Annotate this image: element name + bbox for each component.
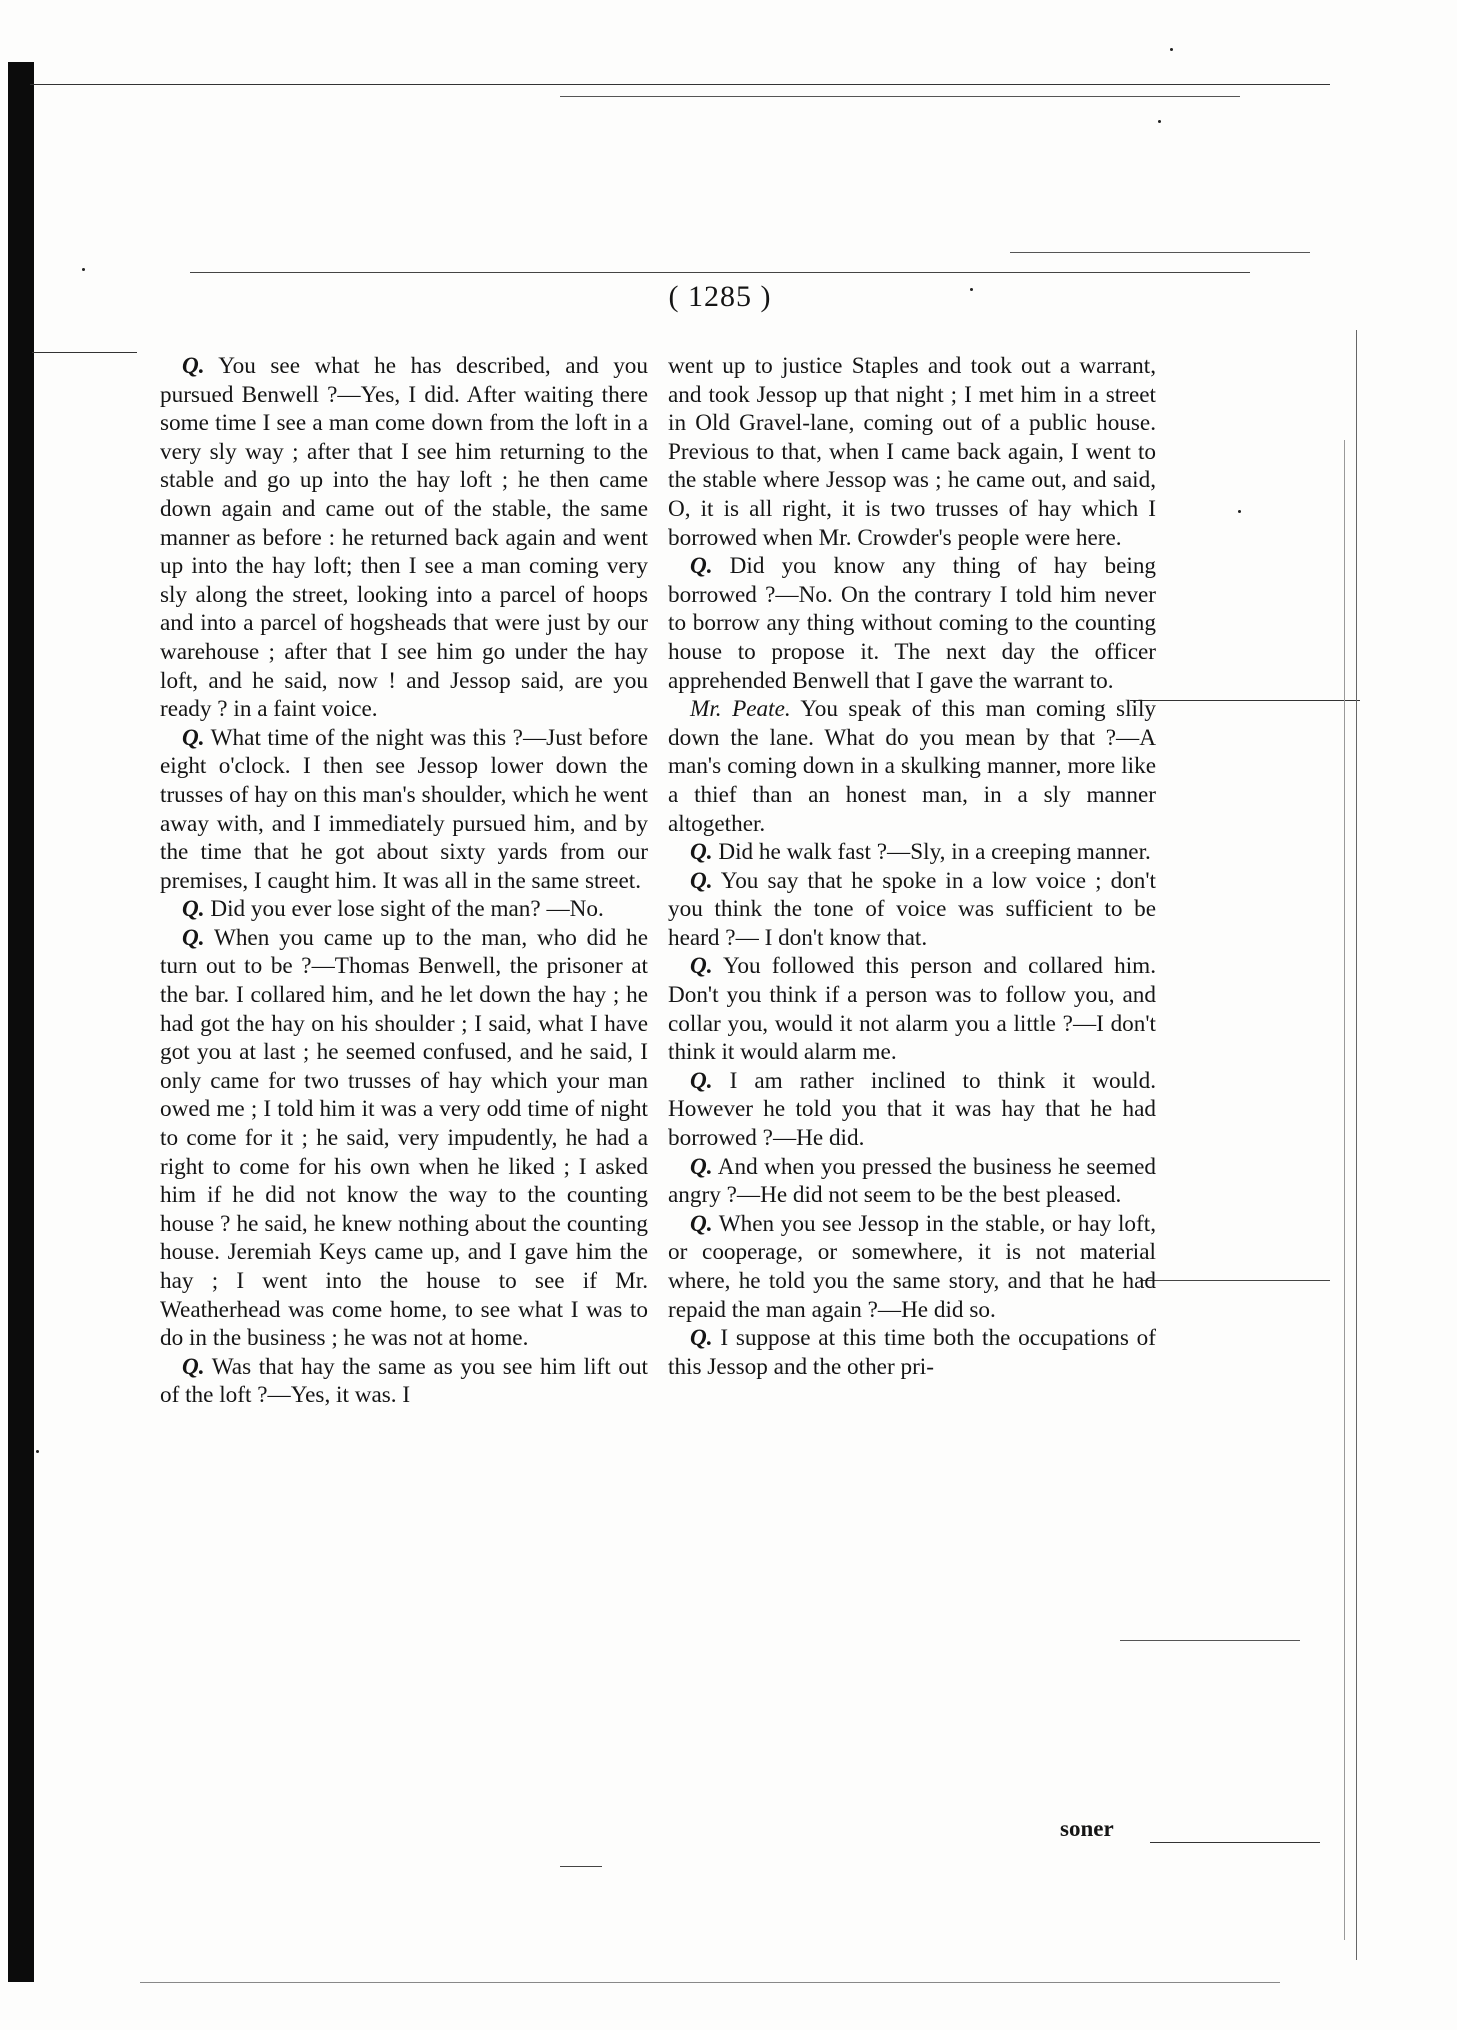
paragraph-text: Did you know any thing of hay being borrowed ?—No. On the contrary I told him never to borrow any thing without coming to the counting house to propose it. The next day the officer apprehended Benwell that I gave the warrant to. xyxy=(668,553,1157,694)
paragraph-text: You say that he spoke in a low voice ; don't you think the tone of voice was sufficient to be heard ?— I don't know that. xyxy=(668,867,1156,951)
paragraph-lead: Q. xyxy=(690,1210,713,1237)
paragraph-lead: Q. xyxy=(690,839,713,866)
speaker-name: Mr. Peate. xyxy=(690,696,791,723)
paragraph xyxy=(668,1067,1156,1153)
paragraph xyxy=(668,952,1156,1066)
paragraph xyxy=(160,924,648,1353)
right-margin-rule-3 xyxy=(1120,1640,1300,1641)
speck xyxy=(36,1450,39,1453)
left-bottom-rule xyxy=(560,1866,602,1867)
paragraph-lead: Q. xyxy=(690,1153,713,1180)
paragraph xyxy=(668,552,1156,695)
paragraph-text: When you came up to the man, who did he turn out to be ?—Thomas Benwell, the prisoner at the bar. I collared him, and he let down the hay ; he had got the hay on his shoulder ; I said, what I have got you at last ; he seemed confused, and he said, I only came for two trusses of hay which your man owed me ; I told him it was a very odd time of night to come for it ; he said, very impudently, he had a right to come for his own when he liked ; I asked him if he did not know the way to the counting house ? he said, he knew nothing about the counting house. Jeremiah Keys came up, and I gave him the hay ; I went into the house to see if Mr. Weatherhead was come home, to see what I was to do in the business ; he was not at home. xyxy=(160,924,648,1352)
paragraph-lead: Q. xyxy=(182,924,205,951)
paragraph-text: I am rather inclined to think it would. However he told you that it was hay that he had borrowed ?—He did. xyxy=(668,1067,1157,1152)
right-edge-line-2 xyxy=(1344,440,1345,1940)
paragraph xyxy=(668,1153,1156,1210)
paragraph xyxy=(668,1324,1156,1381)
paragraph-text: You followed this person and collared him. Don't you think if a person was to follow you, and collar you, would it not alarm you a little ?—I don't think it would alarm me. xyxy=(668,953,1157,1066)
paragraph-text: And when you pressed the business he seemed angry ?—He did not seem to be the best pleased. xyxy=(668,1153,1156,1209)
upper-rule xyxy=(560,96,1240,97)
paragraph-text: What time of the night was this ?—Just before eight o'clock. I then see Jessop lower down the trusses of hay on this man's shoulder, which he went away with, and I immediately pursued him, and by the time that he got about sixty yards from our premises, I caught him. It was all in the same street. xyxy=(160,724,648,894)
paragraph-text: When you see Jessop in the stable, or hay loft, or cooperage, or somewhere, it is not material where, he told you the same story, and that he had repaid the man again ?—He did so. xyxy=(668,1210,1156,1323)
header-rule xyxy=(190,272,1250,273)
right-margin-rule-2 xyxy=(1140,1280,1330,1281)
paragraph-lead: Q. xyxy=(690,953,713,980)
paragraph-lead: Q. xyxy=(182,353,205,379)
paragraph xyxy=(668,838,1156,867)
paragraph xyxy=(668,352,1156,552)
bottom-rule xyxy=(140,1982,1280,1983)
paragraph xyxy=(160,1353,648,1410)
paragraph-text: Did he walk fast ?—Sly, in a creeping manner. xyxy=(718,839,1151,866)
paragraph xyxy=(160,352,648,724)
paragraph-text: You see what he has described, and you pursued Benwell ?—Yes, I did. After waiting there some time I see a man come down from the loft in a very sly way ; after that I see him returning to the stable and go up into the hay loft ; he then came down again and came out of the stable, the same manner as before : he returned back again and went up into the hay loft; then I see a man coming very sly along the street, looking into a parcel of hoops and into a parcel of hogsheads that were just by our warehouse ; after that I see him go under the hay loft, and he said, now ! and Jessop said, are you ready ? in a faint voice. xyxy=(160,353,648,723)
paragraph-text: Did you ever lose sight of the man? —No. xyxy=(210,896,604,923)
speck xyxy=(1170,48,1173,51)
speck xyxy=(970,288,973,291)
right-margin-rule-1 xyxy=(1130,700,1360,701)
speck xyxy=(82,268,85,271)
paragraph-text: Was that hay the same as you see him lift out of the loft ?—Yes, it was. I xyxy=(160,1353,648,1409)
paragraph-lead: Q. xyxy=(690,1067,713,1094)
paragraph xyxy=(668,867,1156,953)
speck xyxy=(1238,510,1241,513)
top-rule xyxy=(30,84,1330,85)
right-margin-rule-4 xyxy=(1150,1842,1320,1843)
left-margin-rule xyxy=(32,352,137,353)
paragraph xyxy=(668,695,1156,838)
paragraph-lead: Q. xyxy=(690,1325,713,1352)
paragraph-text: You speak of this man coming slily down the lane. What do you mean by that ?—A man's coming down in a skulking manner, more like a thief than an honest man, in a sly manner altogether. xyxy=(668,696,1156,837)
left-column xyxy=(160,352,648,1410)
paragraph xyxy=(160,724,648,896)
paragraph-text: I suppose at this time both the occupations of this Jessop and the other pri- xyxy=(668,1325,1156,1380)
paragraph-lead: Q. xyxy=(182,896,205,923)
binding-edge xyxy=(8,62,34,1982)
paragraph-lead: Q. xyxy=(182,724,205,751)
right-column xyxy=(668,352,1156,1381)
right-edge-line xyxy=(1356,330,1357,1960)
paragraph xyxy=(668,1210,1156,1324)
catchword: soner xyxy=(1060,1816,1114,1841)
paragraph-text: went up to justice Staples and took out a warrant, and took Jessop up that night ; I met him in a street in Old Gravel-lane, coming out of a public house. Previous to that, when I came back again, I went to the stable where Jessop was ; he came out, and said, O, it is all right, it is two trusses of hay which I borrowed when Mr. Crowder's people were here. xyxy=(668,353,1156,551)
paragraph-lead: Q. xyxy=(182,1353,205,1380)
speck xyxy=(1158,120,1161,123)
page-number: ( 1285 ) xyxy=(668,280,772,313)
sub-header-rule xyxy=(1010,252,1310,253)
paragraph-lead: Q. xyxy=(690,867,713,894)
paragraph-lead: Q. xyxy=(690,553,713,580)
paragraph xyxy=(160,895,648,924)
